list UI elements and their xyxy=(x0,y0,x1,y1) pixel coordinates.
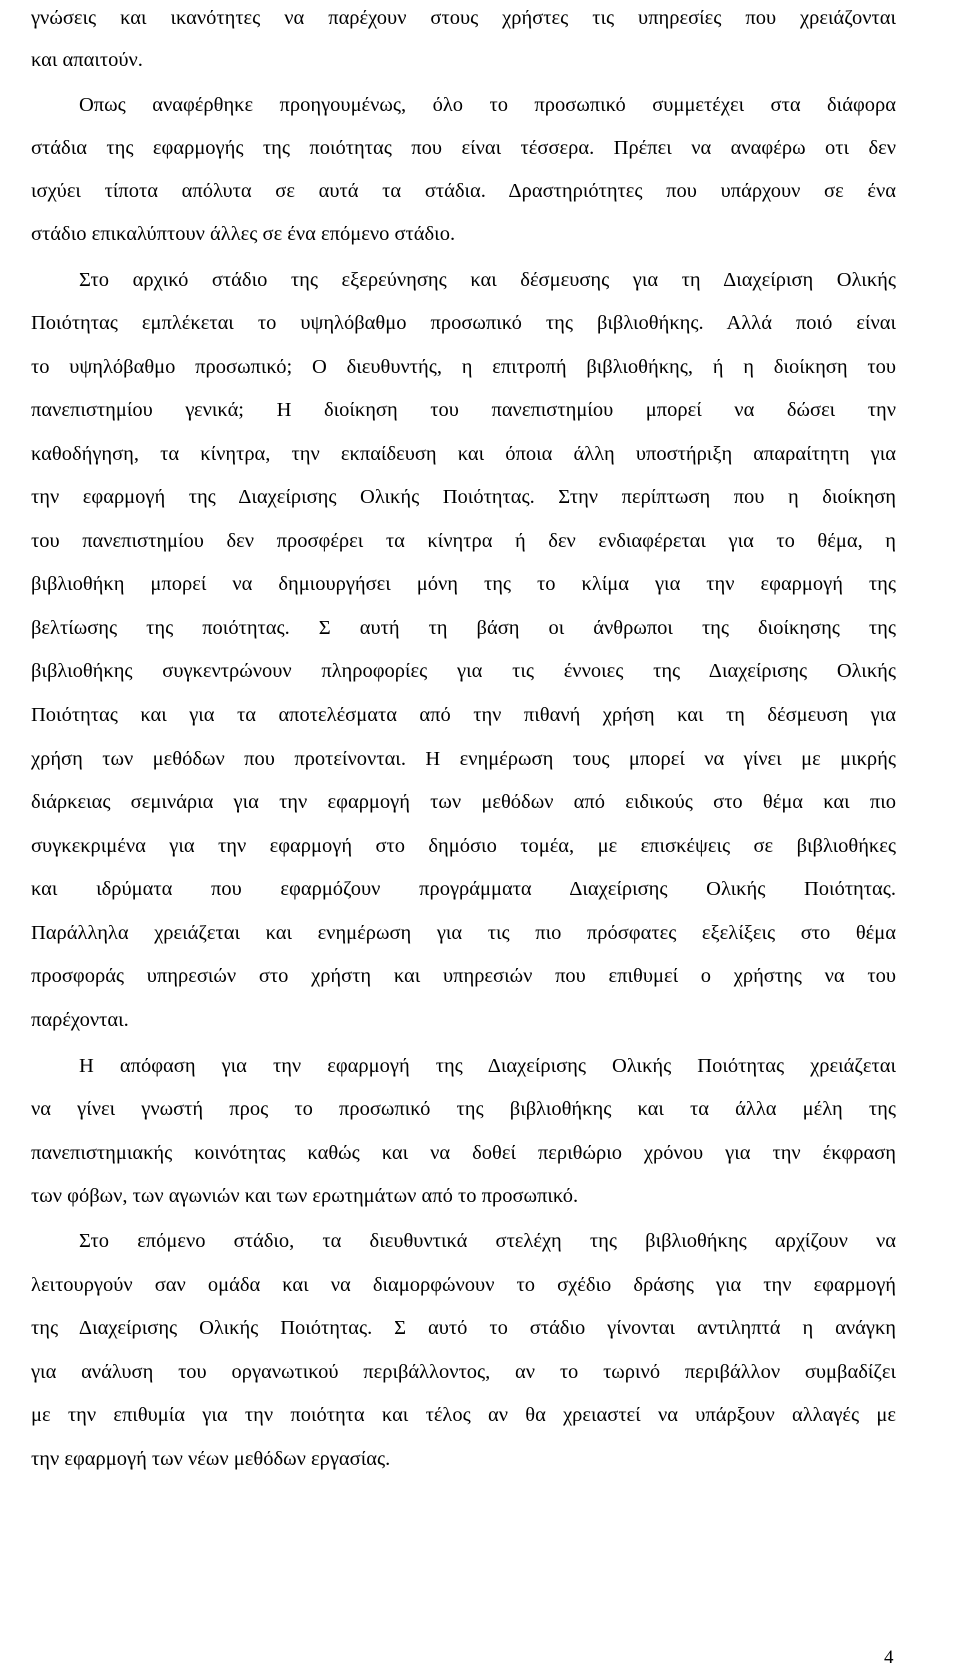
text-line: του πανεπιστημίου δεν προσφέρει τα κίνητρα ή δεν ενδιαφέρεται για το θέμα, η xyxy=(31,530,896,552)
text-line: για ανάλυση του οργανωτικού περιβάλλοντος, αν το τωρινό περιβάλλον συμβαδίζει xyxy=(31,1361,896,1383)
text-line: Οπως αναφέρθηκε προηγουμένως, όλο το προσωπικό συμμετέχει στα διάφορα xyxy=(79,94,896,116)
text-line: πανεπιστημιακής κοινότητας καθώς και να δοθεί περιθώριο χρόνου για την έκφραση xyxy=(31,1142,896,1164)
text-line: καθοδήγηση, τα κίνητρα, την εκπαίδευση και όποια άλλη υποστήριξη απαραίτητη για xyxy=(31,443,896,465)
page-number: 4 xyxy=(884,1647,894,1668)
text-line: της Διαχείρισης Ολικής Ποιότητας. Σ αυτό το στάδιο γίνονται αντιληπτά η ανάγκη xyxy=(31,1317,896,1339)
text-line: συγκεκριμένα για την εφαρμογή στο δημόσιο τομέα, με επισκέψεις σε βιβλιοθήκες xyxy=(31,835,896,857)
text-line: διάρκειας σεμινάρια για την εφαρμογή των μεθόδων από ειδικούς στο θέμα και πιο xyxy=(31,791,896,813)
text-line: ισχύει τίποτα απόλυτα σε αυτά τα στάδια. Δραστηριότητες που υπάρχουν σε ένα xyxy=(31,180,896,202)
text-line: παρέχονται. xyxy=(31,1009,129,1031)
text-line: την εφαρμογή των νέων μεθόδων εργασίας. xyxy=(31,1448,391,1470)
text-line: λειτουργούν σαν ομάδα και να διαμορφώνουν το σχέδιο δράσης για την εφαρμογή xyxy=(31,1274,896,1296)
text-line: πανεπιστημίου γενικά; Η διοίκηση του πανεπιστημίου μπορεί να δώσει την xyxy=(31,399,896,421)
text-line: να γίνει γνωστή προς το προσωπικό της βιβλιοθήκης και τα άλλα μέλη της xyxy=(31,1098,896,1120)
text-line: βιβλιοθήκης συγκεντρώνουν πληροφορίες για τις έννοιες της Διαχείρισης Ολικής xyxy=(31,660,896,682)
text-line: στάδιο επικαλύπτουν άλλες σε ένα επόμενο στάδιο. xyxy=(31,223,456,245)
text-line: χρήση των μεθόδων που προτείνονται. Η ενημέρωση τους μπορεί να γίνει με μικρής xyxy=(31,748,896,770)
text-line: Στο αρχικό στάδιο της εξερεύνησης και δέσμευσης για τη Διαχείριση Ολικής xyxy=(79,269,896,291)
text-line: Ποιότητας εμπλέκεται το υψηλόβαθμο προσωπικό της βιβλιοθήκης. Αλλά ποιό είναι xyxy=(31,312,896,334)
text-line: Παράλληλα χρειάζεται και ενημέρωση για τις πιο πρόσφατες εξελίξεις στο θέμα xyxy=(31,922,896,944)
text-line: την εφαρμογή της Διαχείρισης Ολικής Ποιότητας. Στην περίπτωση που η διοίκηση xyxy=(31,486,896,508)
text-line: Η απόφαση για την εφαρμογή της Διαχείρισης Ολικής Ποιότητας χρειάζεται xyxy=(79,1055,896,1077)
text-line: Στο επόμενο στάδιο, τα διευθυντικά στελέχη της βιβλιοθήκης αρχίζουν να xyxy=(79,1230,896,1252)
text-line: βιβλιοθήκη μπορεί να δημιουργήσει μόνη της το κλίμα για την εφαρμογή της xyxy=(31,573,896,595)
text-line: με την επιθυμία για την ποιότητα και τέλος αν θα χρειαστεί να υπάρξουν αλλαγές με xyxy=(31,1404,896,1426)
text-line: και ιδρύματα που εφαρμόζουν προγράμματα Διαχείρισης Ολικής Ποιότητας. xyxy=(31,878,896,900)
text-line: το υψηλόβαθμο προσωπικό; Ο διευθυντής, η επιτροπή βιβλιοθήκης, ή η διοίκηση του xyxy=(31,356,896,378)
text-line: στάδια της εφαρμογής της ποιότητας που είναι τέσσερα. Πρέπει να αναφέρω οτι δεν xyxy=(31,137,896,159)
text-line: των φόβων, των αγωνιών και των ερωτημάτων από το προσωπικό. xyxy=(31,1185,579,1207)
text-line: γνώσεις και ικανότητες να παρέχουν στους χρήστες τις υπηρεσίες που χρειάζονται xyxy=(31,7,896,29)
text-line: και απαιτούν. xyxy=(31,49,143,71)
text-line: Ποιότητας και για τα αποτελέσματα από την πιθανή χρήση και τη δέσμευση για xyxy=(31,704,896,726)
text-line: βελτίωσης της ποιότητας. Σ αυτή τη βάση οι άνθρωποι της διοίκησης της xyxy=(31,617,896,639)
text-line: προσφοράς υπηρεσιών στο χρήστη και υπηρεσιών που επιθυμεί ο χρήστης να του xyxy=(31,965,896,987)
